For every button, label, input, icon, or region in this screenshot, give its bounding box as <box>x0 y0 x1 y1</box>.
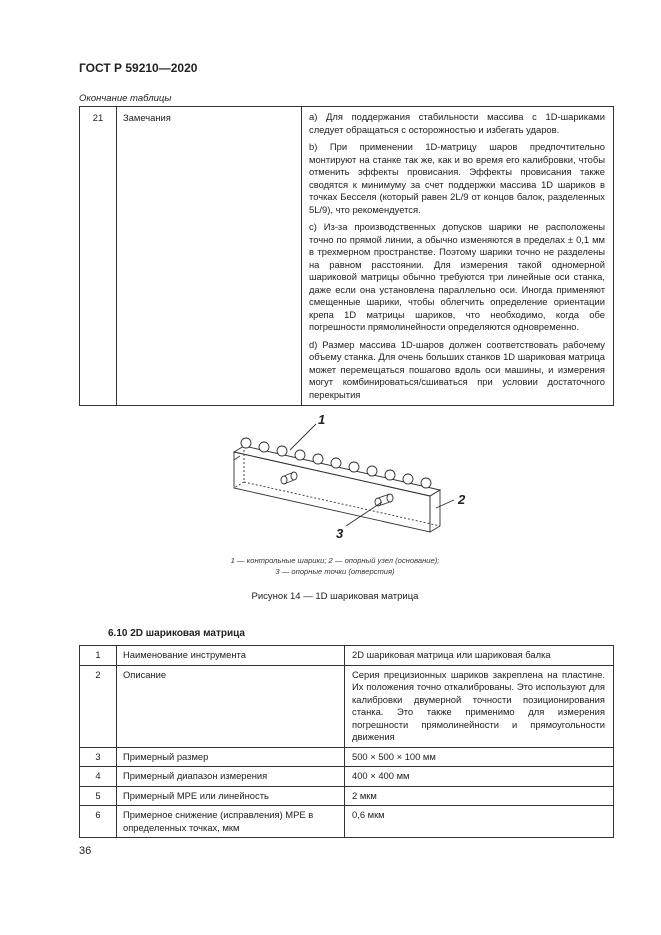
figure-label-1: 1 <box>318 412 326 427</box>
row-value: 400 × 400 мм <box>345 767 614 787</box>
figure-legend-line-1: 1 — контрольные шарики; 2 — опорный узел (основание); <box>230 556 440 565</box>
row-value: 2D шариковая матрица или шариковая балка <box>345 646 614 666</box>
remarks-cell <box>302 107 614 406</box>
row-number: 5 <box>80 786 117 806</box>
row-number: 21 <box>80 107 117 406</box>
row-name: Описание <box>117 665 345 747</box>
remark-a: a) Для поддержания стабильности массива с 1D-шариками следует обращаться с осторожностью и избегать ударов. <box>309 111 605 135</box>
remark-c: c) Из-за производственных допусков шарики не расположены точно по прямой линии, а обычно изменяются в пределах ± 0,1 мм в трехмерном пространстве. Поэтому шарики точно не разделены на равном расстоянии. Для измерения такой одномерной шариковой матрицы обычно требуются три линейные оси станка, даже если она установлена параллельно оси. Иногда применяют смещенные шарики, чтобы облегчить определение ориентации крепа 1D матрицы шариков, что необходимо, когда обе погрешности прямолинейности определяются одновременно. <box>309 221 605 332</box>
figure-label-3: 3 <box>336 526 344 541</box>
figure-legend <box>170 555 500 577</box>
figure-legend-line-2: 3 — опорные точки (отверстия) <box>275 567 395 576</box>
specs-table <box>79 645 614 838</box>
row-value: 500 × 500 × 100 мм <box>345 747 614 767</box>
row-name: Примерное снижение (исправления) MPE в определенных точках, мкм <box>117 806 345 838</box>
table-row <box>80 107 614 406</box>
table-row <box>80 665 614 747</box>
ball-array-drawing <box>222 410 472 550</box>
remark-d: d) Размер массива 1D-шаров должен соответствовать рабочему объему станка. Для очень больших станков 1D шариковая матрица может перемещаться пошагово вдоль оси машины, и измерения могут комбинироваться/сшиваться при условии достаточного перекрытия <box>309 338 605 400</box>
row-number: 3 <box>80 747 117 767</box>
remarks-table <box>79 106 614 406</box>
row-name: Наименование инструмента <box>117 646 345 666</box>
row-value: 2 мкм <box>345 786 614 806</box>
row-name: Примерный диапазон измерения <box>117 767 345 787</box>
row-number: 1 <box>80 646 117 666</box>
table-row <box>80 806 614 838</box>
table-continuation-note: Окончание таблицы <box>79 93 172 104</box>
figure-caption: Рисунок 14 — 1D шариковая матрица <box>251 591 419 602</box>
row-value: Серия прецизионных шариков закреплена на пластине. Их положения точно откалиброваны. Это используют для калибровки двумерной точности позиционирования станка. Это также применимо для измерения погрешности прямолинейности и прямоугольности движения <box>345 665 614 747</box>
row-value: 0,6 мкм <box>345 806 614 838</box>
figure-1d-ball-array <box>222 410 472 550</box>
row-number: 4 <box>80 767 117 787</box>
document-code: ГОСТ Р 59210—2020 <box>79 61 198 75</box>
row-name: Примерный MPE или линейность <box>117 786 345 806</box>
row-name: Замечания <box>117 107 302 406</box>
table-row <box>80 786 614 806</box>
remark-b: b) При применении 1D-матрицу шаров предпочтительно монтируют на станке так же, как и во время его калибровки, чтобы отменить эффекты провисания. Эффекты провисания также сводятся к минимуму за счет поддержки массива 1D шариков в точках Бесселя (который равен 2L/9 от концов балок, разделенных 5L/9), что рекомендуется. <box>309 141 605 215</box>
page-number: 36 <box>79 845 92 857</box>
figure-label-2: 2 <box>458 492 466 507</box>
row-number: 6 <box>80 806 117 838</box>
row-name: Примерный размер <box>117 747 345 767</box>
row-number: 2 <box>80 665 117 747</box>
section-title: 6.10 2D шариковая матрица <box>108 628 245 639</box>
table-row <box>80 747 614 767</box>
table-row <box>80 646 614 666</box>
table-row <box>80 767 614 787</box>
